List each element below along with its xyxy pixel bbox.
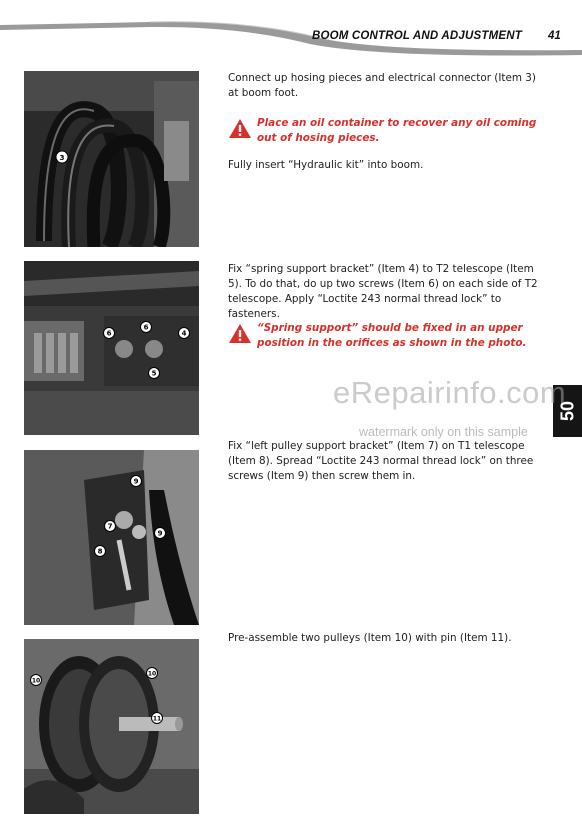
- watermark: eRepairinfo.com: [333, 375, 567, 410]
- watermark-note: watermark only on this sample: [359, 425, 528, 439]
- photo-callout: 10: [31, 677, 41, 685]
- photo-callout: 9: [157, 529, 163, 538]
- step-1-text: [228, 71, 548, 112]
- photo-callout: 10: [147, 670, 157, 678]
- photo-callout: 5: [151, 369, 157, 378]
- photo-callout: 8: [97, 547, 103, 556]
- photo-callout: 6: [106, 329, 112, 338]
- photo-callout: 4: [181, 329, 187, 338]
- step-1-warning-text: Place an oil container to recover any oil coming out of hosing pieces.: [257, 117, 537, 144]
- page-title: BOOM CONTROL AND ADJUSTMENT: [311, 30, 522, 42]
- warning-triangle-icon: [228, 118, 252, 139]
- photo-callout: 7: [107, 522, 113, 531]
- step-1-instruction: Connect up hosing pieces and electrical connector (Item 3) at boom foot.: [228, 72, 536, 99]
- step-3-text: [228, 439, 548, 495]
- page-number: 41: [548, 30, 561, 42]
- photo-callout: 11: [152, 715, 162, 723]
- step-1-after-text: [228, 158, 548, 184]
- photo-callout: 3: [59, 154, 65, 162]
- warning-triangle-icon: [228, 323, 252, 344]
- photo-pulley-bracket: [24, 450, 199, 625]
- step-3-instruction: Fix “left pulley support bracket” (Item 7) on T1 telescope (Item 8). Spread “Loctite 243 normal thread lock” on three screws (Item 9) then screw them in.: [228, 440, 534, 482]
- step-1-after-instruction: Fully insert “Hydraulic kit” into boom.: [228, 159, 424, 171]
- step-1-warning: [228, 116, 548, 146]
- photo-callout: 6: [143, 323, 149, 332]
- step-2-instruction: Fix “spring support bracket” (Item 4) to T2 telescope (Item 5). To do that, do up two screws (Item 6) on each side of T2 telescope. Apply “Loctite 243 normal thread lock” to fasteners.: [228, 263, 538, 320]
- step-4-instruction: Pre-assemble two pulleys (Item 10) with pin (Item 11).: [228, 632, 512, 644]
- step-4-text: [228, 631, 548, 657]
- step-2-warning: [228, 321, 548, 351]
- photo-pulleys: [24, 639, 199, 814]
- photo-callout: 9: [133, 477, 139, 486]
- section-tab-label: 50: [557, 400, 577, 422]
- step-2-warning-text: “Spring support” should be fixed in an upper position in the orifices as shown in the photo.: [257, 322, 527, 349]
- photo-spring-support: [24, 261, 199, 435]
- photo-hoses: [24, 71, 199, 247]
